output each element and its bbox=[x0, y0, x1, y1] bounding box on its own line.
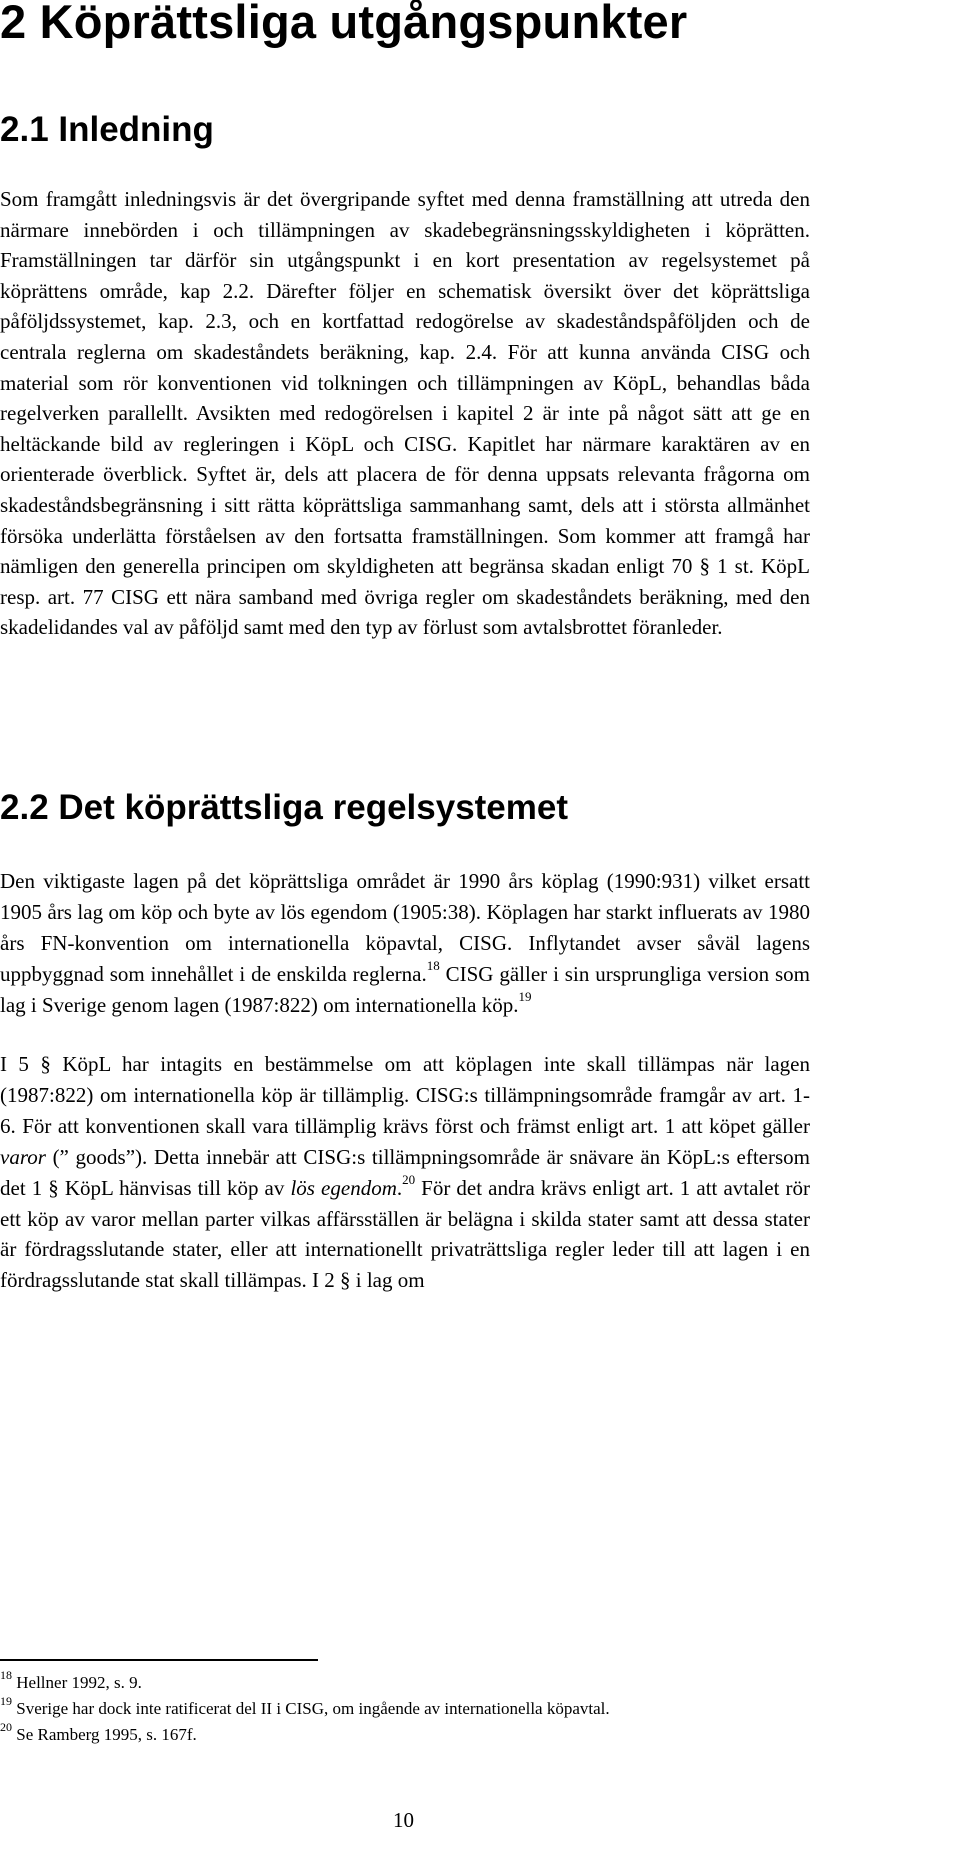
footnote-number: 20 bbox=[0, 1720, 12, 1735]
footnote-text: Hellner 1992, s. 9. bbox=[12, 1673, 142, 1692]
paragraph-text: CISG gäller i sin ursprungliga version som lag i Sverige genom lagen (1987:822) om internationella köp. bbox=[0, 961, 810, 1017]
paragraph-text: I 5 § KöpL har intagits en bestämmelse om att köplagen inte skall tillämpas när lagen (1987:822) om internationella köp är tillämplig. CISG:s tillämpningsområde framgår av art. 1-6. För att konventionen skall vara tillämplig krävs först och främst enligt art. 1 att köpet gäller bbox=[0, 1052, 810, 1138]
emphasis-varor: varor bbox=[0, 1144, 46, 1169]
footnote-number: 18 bbox=[0, 1668, 12, 1683]
footnote-text: Se Ramberg 1995, s. 167f. bbox=[12, 1725, 197, 1744]
paragraph-inledning: Som framgått inledningsvis är det övergripande syftet med denna framställning att utreda den närmare innebörden i och tillämpningen av skadebegränsningsskyldigheten i köprätten. Framställningen tar därför sin utgångspunkt i en kort presentation av regelsystemet på köprättens område, kap 2.2. Därefter följer en schematisk översikt över det köprättsliga påföljdssystemet, kap. 2.3, och en kortfattad redogörelse av skadeståndspåföljden och de centrala reglerna om skadeståndets beräkning, kap. 2.4. För att kunna använda CISG och material som rör konventionen vid tolkningen och tillämpningen av KöpL, behandlas båda regelverken parallellt. Avsikten med redogörelsen i kapitel 2 är inte på något sätt att ge en heltäckande bild av regleringen i KöpL och CISG. Kapitlet har närmare karaktären av en orienterade överblick. Syftet är, dels att placera de för denna uppsats relevanta frågorna om skadeståndsbegränsning i sitt rätta köprättsliga sammanhang samt, dels att i största allmänhet försöka underlätta förståelsen av den fortsatta framställningen. Som kommer att framgå har nämligen den generella principen om skyldigheten att begränsa skadan enligt 70 § 1 st. KöpL resp. art. 77 CISG ett nära samband med övriga regler om skadeståndets beräkning, med den skadelidandes val av påföljd samt med den typ av förlust som avtalsbrottet föranleder. bbox=[0, 187, 810, 640]
paragraph-tillampningsomrade bbox=[0, 1049, 810, 1296]
section-heading-inledning: 2.1 Inledning bbox=[0, 110, 214, 149]
section-heading-regelsystem: 2.2 Det köprättsliga regelsystemet bbox=[0, 788, 569, 827]
footnote-ref-19: 19 bbox=[518, 988, 532, 1004]
chapter-title: 2 Köprättsliga utgångspunkter bbox=[0, 0, 688, 48]
footnote-number: 19 bbox=[0, 1694, 12, 1709]
page-number: 10 bbox=[393, 1808, 414, 1832]
footnote-text: Sverige har dock inte ratificerat del II i CISG, om ingående av internationella köpavtal. bbox=[12, 1699, 610, 1718]
footnote-19 bbox=[0, 1696, 860, 1722]
paragraph-text: För det andra krävs enligt art. 1 att avtalet rör ett köp av varor mellan parter vilkas affärsställen är belägna i skilda stater samt att dessa stater är fördragsslutande stater, eller att internationellt privaträttsliga regler leder till att lagen i en fördragsslutande stat skall tillämpas. I 2 § i lag om bbox=[0, 1175, 810, 1293]
paragraph-kopplagen bbox=[0, 866, 810, 1021]
footnote-separator bbox=[0, 1659, 318, 1661]
emphasis-los-egendom: lös egendom bbox=[290, 1175, 397, 1200]
footnote-ref-18: 18 bbox=[426, 957, 440, 973]
footnote-20 bbox=[0, 1722, 860, 1748]
footnote-ref-20: 20 bbox=[402, 1171, 416, 1187]
paragraph-text: (” goods”). Detta innebär att CISG:s tillämpningsområde är snävare än KöpL:s eftersom det 1 § KöpL hänvisas till köp av bbox=[0, 1144, 810, 1200]
footnote-18 bbox=[0, 1670, 860, 1696]
footnotes bbox=[0, 1670, 860, 1748]
paragraph-text: . bbox=[396, 1175, 403, 1200]
paragraph-text: Den viktigaste lagen på det köprättsliga området är 1990 års köplag (1990:931) vilket ersatt 1905 års lag om köp och byte av lös egendom (1905:38). Köplagen har starkt influerats av 1980 års FN-konvention om internationella köpavtal, CISG. Inflytandet avser såväl lagens uppbyggnad som innehållet i de enskilda reglerna. bbox=[0, 869, 810, 986]
